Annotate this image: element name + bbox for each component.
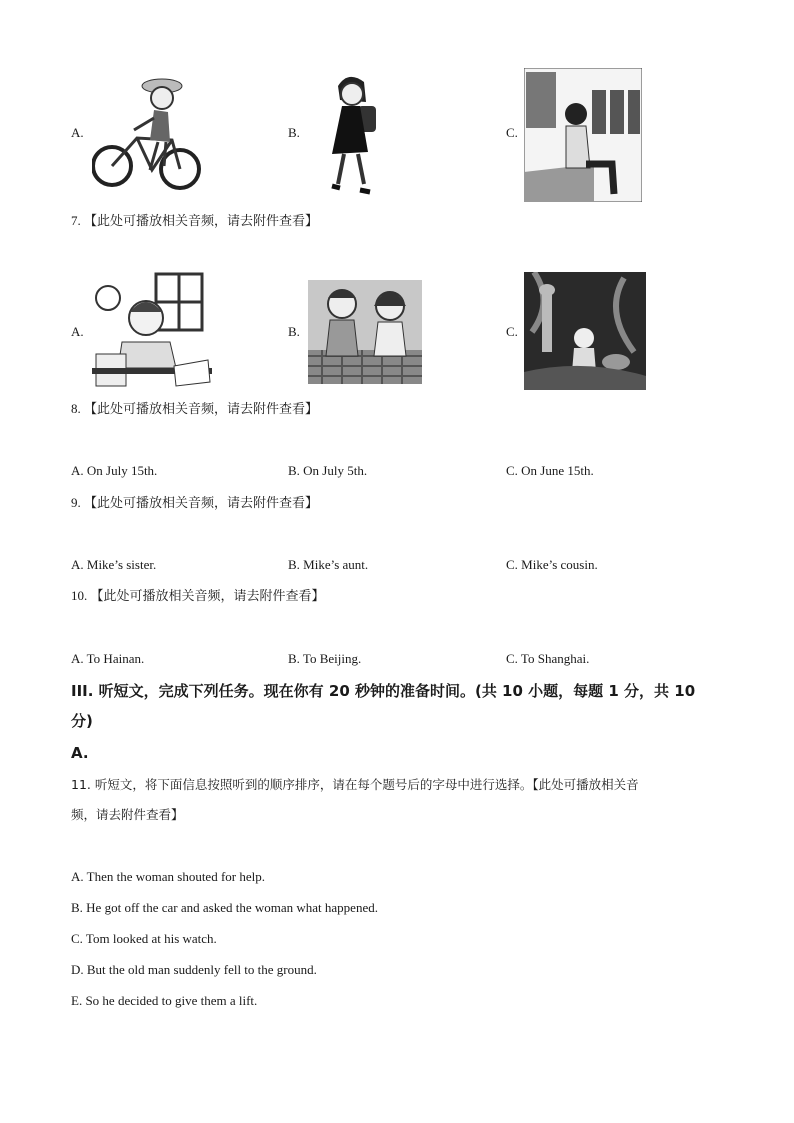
girl-riding-bicycle-icon	[92, 78, 204, 192]
q10-option-a[interactable]: A. To Hainan.	[71, 651, 145, 666]
q9-option-a[interactable]: A. Mike’s sister.	[71, 557, 157, 572]
sequence-item-b: B. He got off the car and asked the woman what happened.	[71, 900, 378, 915]
q8-option-b[interactable]: B. On July 5th.	[288, 463, 368, 478]
question-8-prompt: 8. 【此处可播放相关音频，请去附件查看】	[71, 401, 319, 416]
question-7-prompt: 7. 【此处可播放相关音频，请去附件查看】	[71, 213, 319, 228]
q6-option-b-label: B.	[288, 125, 300, 140]
q7-option-b-label: B.	[288, 324, 300, 339]
q6-option-a-label: A.	[71, 125, 84, 140]
question-10-prompt: 10. 【此处可播放相关音频，请去附件查看】	[71, 588, 325, 603]
part-a-heading: A.	[71, 744, 89, 762]
girl-sitting-on-train-icon	[524, 68, 642, 202]
q6-option-c-label: C.	[506, 125, 518, 140]
children-having-picnic-icon	[308, 280, 422, 384]
q7-option-a-label: A.	[71, 324, 84, 339]
boy-studying-at-desk-icon	[92, 272, 212, 390]
boy-in-jungle-with-animals-icon	[524, 272, 646, 390]
q10-option-b[interactable]: B. To Beijing.	[288, 651, 362, 666]
section-3-title-continued: 分)	[71, 712, 93, 730]
question-11-prompt: 11. 听短文，将下面信息按照听到的顺序排序，请在每个题号后的字母中进行选择。【此处可播放相关音	[71, 777, 639, 792]
q9-option-c[interactable]: C. Mike’s cousin.	[506, 557, 598, 572]
q7-option-c-label: C.	[506, 324, 518, 339]
q10-option-c[interactable]: C. To Shanghai.	[506, 651, 590, 666]
question-9-prompt: 9. 【此处可播放相关音频，请去附件查看】	[71, 495, 319, 510]
question-11-prompt-continued: 频，请去附件查看】	[71, 807, 184, 822]
sequence-item-d: D. But the old man suddenly fell to the ground.	[71, 962, 317, 977]
q9-option-b[interactable]: B. Mike’s aunt.	[288, 557, 369, 572]
girl-walking-with-backpack-icon	[324, 72, 384, 200]
section-3-title: III. 听短文，完成下列任务。现在你有 20 秒钟的准备时间。(共 10 小题，每题 1 分，共 10	[71, 682, 696, 700]
q8-option-c[interactable]: C. On June 15th.	[506, 463, 594, 478]
sequence-item-e: E. So he decided to give them a lift.	[71, 993, 258, 1008]
sequence-item-a: A. Then the woman shouted for help.	[71, 869, 265, 884]
q8-option-a[interactable]: A. On July 15th.	[71, 463, 158, 478]
sequence-item-c: C. Tom looked at his watch.	[71, 931, 217, 946]
